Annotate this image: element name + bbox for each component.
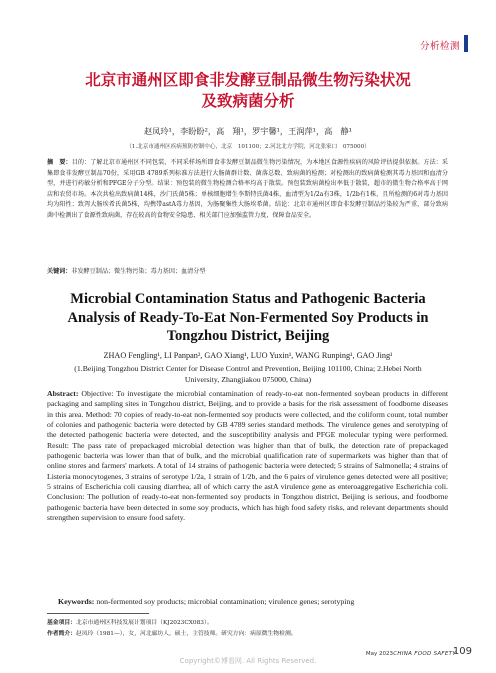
chinese-keywords	[47, 266, 448, 275]
chinese-affiliation: （1.北京市通州区疾病预防控制中心，北京 101100；2.河北北方学院，河北张家口 075000）	[126, 144, 370, 150]
english-title	[0, 290, 496, 346]
page-number: 109	[452, 646, 472, 657]
english-authors: ZHAO Fengling¹, LI Panpan², GAO Xiang¹, LUO Yuxin¹, WANG Runping¹, GAO Jing¹	[103, 351, 393, 360]
chinese-abstract	[47, 158, 448, 221]
english-abstract	[47, 389, 448, 523]
english-abstract-text: Objective: To investigate the microbial contamination of ready-to-eat non-fermented soybean products in different packaging and sampling sites in Tongzhou district, Beijing, and to provide a basis for the risk assessment of foodborne diseases in this area. Method: 70 copies of ready-to-eat non-fermented soy products were collected, and the coliform count, total number of colonies and pathogenic bacteria were detected by GB 4789 series standard methods. The virulence genes and serotyping of the detected pathogenic bacteria were detected, and the susceptibility analysis and PFGE molecular typing were performed. Result: The pass rate of prepackaged microbial detection was higher than that of bulk, the detection rate of prepackaged pathogenic bacteria was lower than that of bulk, and the microbial qualification rate of supermarkets was higher than that of online stores and farmers' markets. A total of 14 strains of pathogenic bacteria were detected; 5 strains of Salmonella; 4 strains of Listeria monocytogenes, 3 strains of serotype 1/2a, 1 strain of 1/2b, and the 6 pairs of virulence genes detected were all positive; 5 strains of Escherichia coli causing diarrhea, all of which carry the astA virulence gene as enteroaggregative Escherichia coli. Conclusion: The pollution of ready-to-eat non-fermented soy products in Tongzhou district, Beijing is serious, and foodborne pathogenic bacteria have been detected in some soy products, which has high food safety risks, and relevant departments should strengthen supervision to ensure food safety.	[47, 389, 448, 523]
footer-journal-name: CHINA FOOD SAFETY	[393, 651, 456, 657]
chinese-keywords-label: 关键词：	[47, 268, 72, 275]
footnote-author-label: 作者简介：	[47, 631, 76, 637]
english-abstract-label: Abstract:	[47, 389, 79, 398]
footnote-fund-label: 基金项目：	[47, 620, 76, 626]
chinese-authors: 赵凤玲¹，李盼盼²，高 翔¹，罗宇馨¹，王润萍¹，高 静¹	[143, 126, 352, 136]
english-affiliation-line-1: (1.Beijing Tongzhou District Center for Disease Control and Prevention, Beijing 101100, China; 2.Hebei North	[74, 364, 422, 373]
footnote-fund-text: 北京市通州区科技发展计划项目（KJ2023CX083）。	[76, 620, 213, 626]
section-tag: 分析检测	[419, 41, 460, 52]
english-title-line-1: Microbial Contamination Status and Pathogenic Bacteria	[70, 291, 426, 307]
english-title-line-3: Tongzhou District, Beijing	[166, 328, 330, 344]
chinese-abstract-text: 目的：了解北京市通州区不同包装、不同采样场所即食非发酵豆制品微生物污染情况，为本地区食源性疾病的风险评估提供依据。方法：采集即食非发酵豆制品70份，采用GB 4789系列标准方法进行大肠菌群计数、菌落总数、致病菌的检测；对检测出的致病菌检测其毒力基因和血清分型，并进行药敏分析和PFGE分子分型。结果：预包装的微生物检测合格率均高于散装。预包装致病菌检出率低于散装，超市的微生物合格率高于网店和农贸市场。本次共检出致病菌14株，沙门氏菌5株；单核细胞增生李斯特氏菌4株，血清型为1/2a有3株，1/2b有1株，且所检测的6对毒力基因均为阳性；致泻大肠埃希氏菌5株，均携带astA毒力基因，为肠聚集性大肠埃希菌。结论：北京市通州区即食非发酵豆制品污染较为严重，部分致病菌中检测出了食源性致病菌，存在较高的食物安全隐患，相关部门应加强监管力度，保障食品安全。	[47, 159, 449, 219]
footnote-author-text: 赵凤玲（1981—），女，河北廊坊人，硕士，主管技师。研究方向：病原微生物检测。	[76, 631, 297, 637]
english-affiliation	[0, 363, 496, 385]
chinese-abstract-label: 摘 要：	[47, 159, 72, 166]
chinese-keywords-text: 非发酵豆制品；微生物污染；毒力基因；血清分型	[71, 268, 206, 275]
english-keywords-text: non-fermented soy products; microbial contamination; virulence genes; serotyping	[96, 597, 355, 606]
english-keywords	[58, 597, 448, 606]
footer-date: May 2023	[365, 651, 393, 657]
english-title-line-2: Analysis of Ready-To-Eat Non-Fermented Soy Products in	[67, 309, 429, 326]
footnote-rule	[47, 613, 149, 614]
chinese-title	[0, 70, 496, 112]
chinese-title-line-2: 及致病菌分析	[201, 92, 295, 110]
copyright-watermark: Copyright©博看网. All Rights Reserved.	[179, 657, 317, 665]
english-keywords-label: Keywords:	[58, 597, 95, 606]
footnote-fund	[47, 617, 457, 626]
english-affiliation-line-2: University, Zhangjiakou 075000, China)	[184, 375, 312, 384]
footnote-author	[47, 628, 457, 637]
chinese-title-line-1: 北京市通州区即食非发酵豆制品微生物污染状况	[85, 71, 411, 89]
section-tag-bar	[464, 35, 468, 52]
